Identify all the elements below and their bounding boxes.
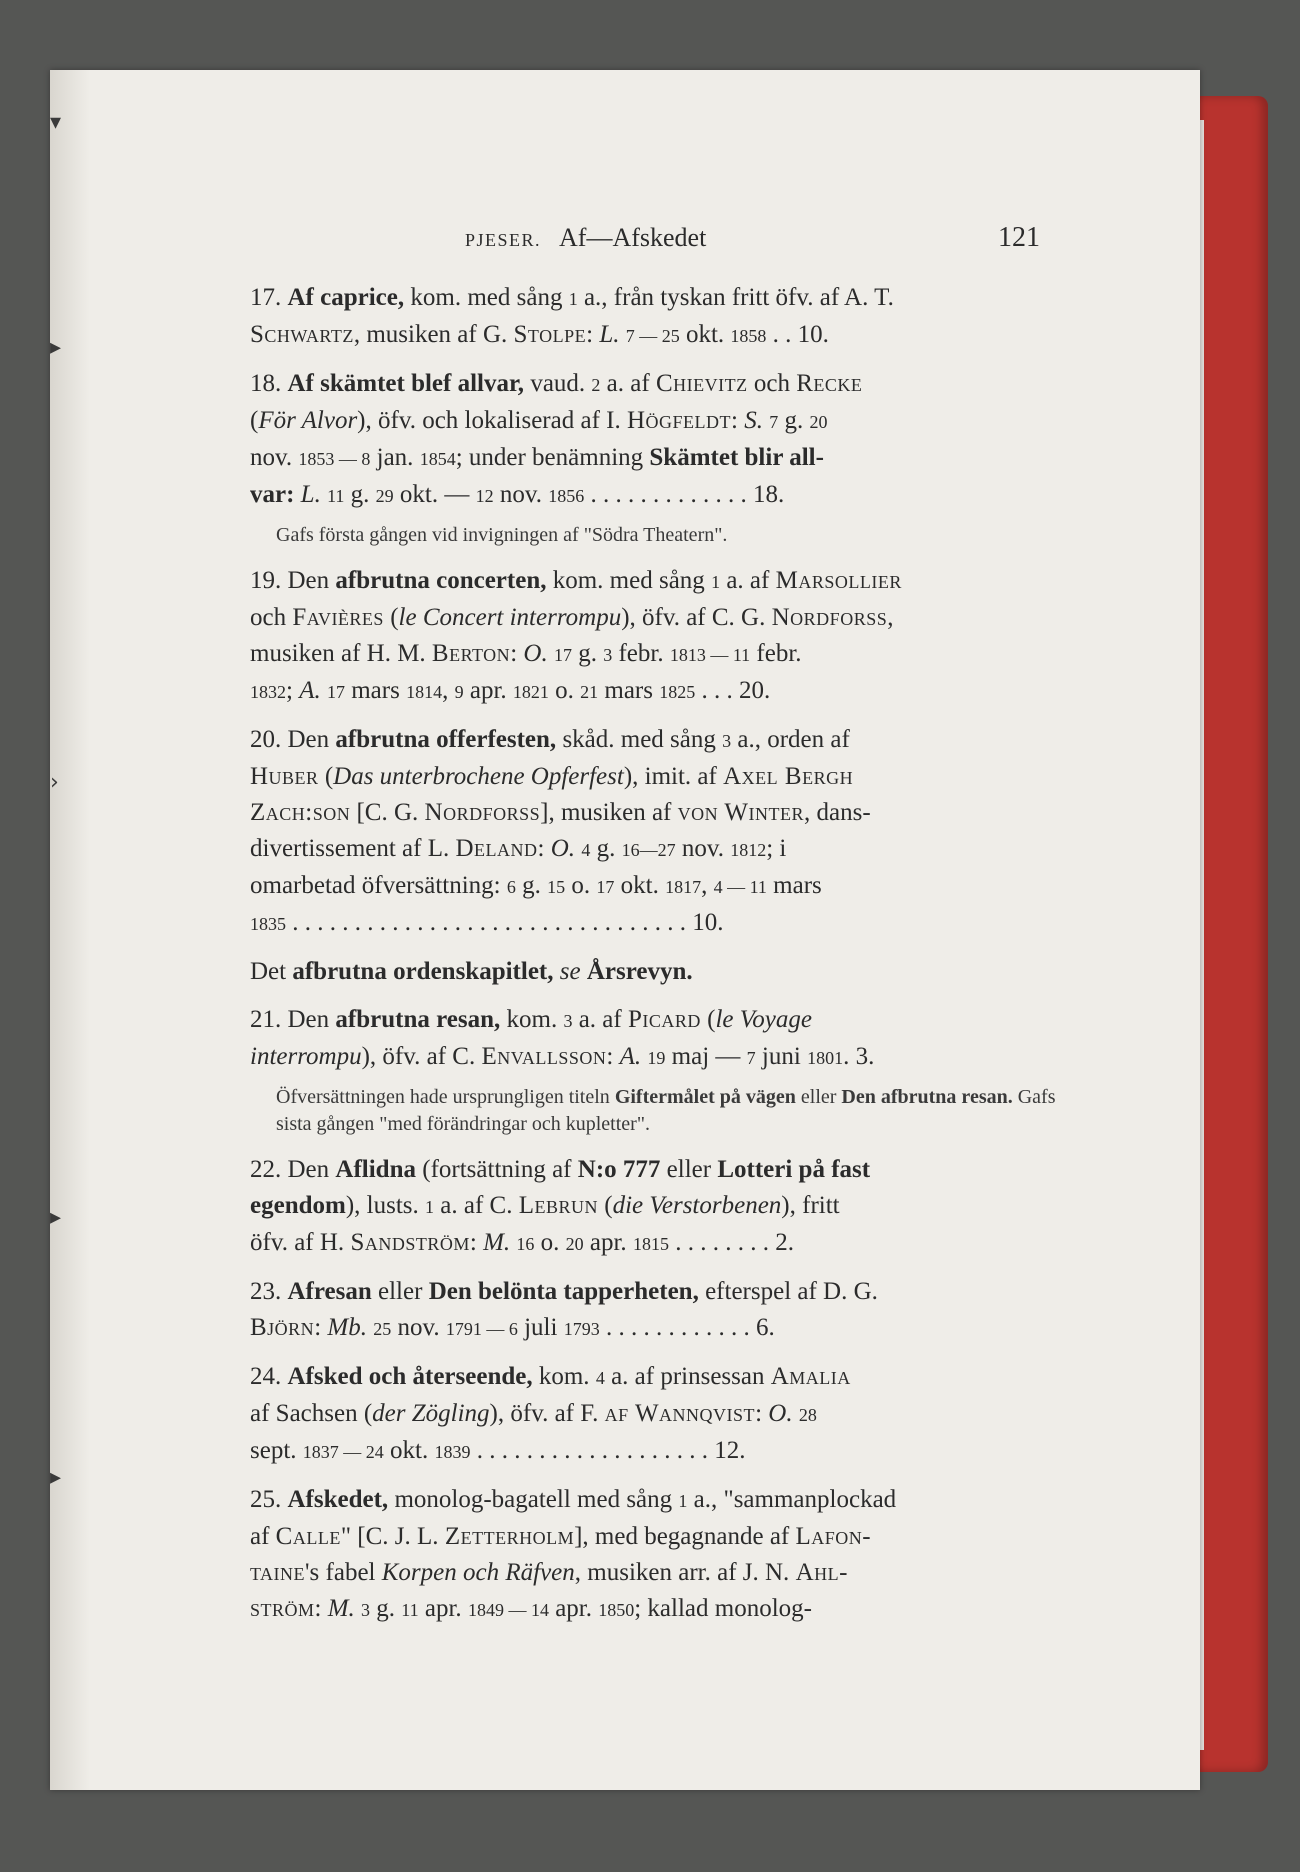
text-run: 1856 bbox=[548, 486, 585, 506]
text-run: Högfeldt bbox=[626, 407, 732, 434]
text-run: Af caprice, bbox=[287, 284, 405, 311]
entry-line bbox=[250, 600, 1070, 636]
entry-line bbox=[250, 317, 1070, 354]
text-run: 1813 — 11 bbox=[669, 645, 751, 665]
text-run: Öfversättningen hade ursprungligen titeln bbox=[276, 1086, 615, 1108]
text-run: Björn bbox=[250, 1314, 315, 1341]
text-run: 3 bbox=[563, 1011, 573, 1031]
text-run: : bbox=[606, 1043, 620, 1070]
text-run: a. af bbox=[720, 567, 776, 594]
text-run: se bbox=[559, 958, 581, 985]
text-run: 17 bbox=[596, 877, 615, 897]
text-run: 1815 bbox=[632, 1234, 669, 1254]
text-run: g. bbox=[590, 835, 622, 862]
text-run: ( bbox=[250, 407, 259, 434]
text-run: afbrutna offerfesten, bbox=[335, 726, 557, 753]
text-run: g. bbox=[571, 640, 604, 667]
text-run: 1837 — 24 bbox=[302, 1442, 384, 1462]
text-run: 12 bbox=[475, 486, 494, 506]
text-run: 24. bbox=[250, 1363, 288, 1390]
text-run: O. bbox=[523, 640, 548, 667]
text-run: : bbox=[586, 321, 600, 348]
text-run: Calle bbox=[275, 1523, 341, 1550]
margin-mark: ▸ bbox=[50, 1205, 62, 1230]
text-run: 17. bbox=[250, 284, 288, 311]
entry-line bbox=[250, 1002, 1070, 1039]
text-run: interrompu bbox=[250, 1043, 362, 1070]
text-run: a., orden af bbox=[731, 726, 850, 753]
text-run: Afsked och återseende, bbox=[287, 1363, 533, 1390]
text-run: Picard bbox=[627, 1006, 701, 1033]
text-run: af Wannqvist bbox=[604, 1400, 756, 1427]
text-run: a. af bbox=[600, 370, 656, 397]
text-run: Huber bbox=[250, 763, 319, 790]
text-run: Nordforss bbox=[771, 604, 888, 631]
text-run: 6 bbox=[506, 877, 516, 897]
text-run: der Zögling bbox=[372, 1400, 490, 1427]
text-run: 20 bbox=[809, 412, 828, 432]
text-run: g. bbox=[515, 872, 548, 899]
text-run: eller bbox=[371, 1278, 429, 1305]
text-run: ( bbox=[383, 604, 399, 631]
text-run: Lebrun bbox=[518, 1192, 598, 1219]
text-run: L. bbox=[599, 321, 620, 348]
entry-line bbox=[250, 1396, 1070, 1433]
text-run: : bbox=[755, 1400, 769, 1427]
running-header bbox=[250, 222, 1070, 266]
text-run: Deland bbox=[455, 835, 538, 862]
text-run: a. af bbox=[572, 1006, 628, 1033]
text-run: Chievitz bbox=[655, 370, 748, 397]
text-run: 4 — 11 bbox=[713, 877, 767, 897]
text-run: . . . 20. bbox=[695, 677, 771, 704]
text-run: 16 bbox=[516, 1234, 535, 1254]
text-run: 1832 bbox=[250, 682, 286, 702]
text-run: : bbox=[731, 407, 745, 434]
text-run: Ahl- bbox=[795, 1559, 848, 1586]
text-run: a., från tyskan fritt öfv. af A. T. bbox=[577, 284, 894, 311]
entry-line bbox=[250, 366, 1070, 403]
text-run: musiken af H. M. bbox=[250, 640, 432, 667]
text-run: 1821 bbox=[512, 682, 549, 702]
text-run: : bbox=[469, 1229, 484, 1256]
text-run: A. bbox=[619, 1043, 642, 1070]
entry-line bbox=[250, 868, 1070, 905]
text-run: N:o 777 bbox=[577, 1156, 661, 1183]
entry-line bbox=[250, 1152, 1070, 1188]
text-run: 25 bbox=[373, 1319, 392, 1339]
text-run: 15 bbox=[547, 877, 566, 897]
text-run: le Concert interrompu bbox=[398, 604, 622, 631]
entry-line bbox=[250, 403, 1070, 440]
text-run: Den afbrutna resan. bbox=[841, 1086, 1013, 1108]
text-run: skåd. med sång bbox=[556, 726, 723, 753]
catalog-entry bbox=[250, 366, 1070, 514]
text-run: ), öfv. af C. bbox=[361, 1043, 482, 1070]
text-run: apr. bbox=[418, 1595, 468, 1622]
text-run: juni bbox=[755, 1043, 808, 1070]
text-run: Korpen och Räfven bbox=[381, 1559, 575, 1586]
text-run: mars bbox=[598, 677, 660, 704]
entry-note: Gafs första gången vid invigningen af "Södra Theatern". bbox=[276, 524, 728, 546]
text-run: 11 bbox=[401, 1600, 419, 1620]
entry-line bbox=[250, 673, 1070, 710]
text-run: 29 bbox=[375, 486, 394, 506]
text-run: 1858 bbox=[730, 326, 767, 346]
text-run: . . . . . . . . . . . . . . . . . . . 12. bbox=[470, 1437, 746, 1464]
text-run: " [C. J. L. bbox=[340, 1523, 445, 1550]
text-run: afbrutna resan, bbox=[335, 1006, 501, 1033]
text-run: Das unterbrochene Opferfest bbox=[333, 763, 624, 790]
text-run: sept. bbox=[250, 1437, 303, 1464]
entry-line bbox=[250, 563, 1070, 600]
text-run: 25. bbox=[250, 1486, 288, 1513]
text-run: mars bbox=[344, 677, 407, 704]
text-run: okt. bbox=[679, 321, 731, 348]
text-run: kom. bbox=[532, 1363, 596, 1390]
entry-line bbox=[250, 280, 1070, 317]
text-run: . . 10. bbox=[766, 321, 829, 348]
entry-line bbox=[250, 759, 1070, 795]
catalog-entry bbox=[250, 1482, 1070, 1628]
text-run: 1 bbox=[568, 289, 578, 309]
text-run: . 3. bbox=[843, 1043, 875, 1070]
entry-line bbox=[250, 1591, 1070, 1628]
text-run: , bbox=[887, 604, 894, 631]
text-run: 19. Den bbox=[250, 567, 336, 594]
text-run: A. bbox=[299, 677, 321, 704]
margin-mark: ▾ bbox=[50, 110, 62, 135]
text-run: 1 bbox=[425, 1197, 435, 1217]
text-run: ; bbox=[286, 677, 300, 704]
margin-mark: ▸ bbox=[50, 335, 62, 360]
text-run: , musiken af G. bbox=[353, 321, 514, 348]
text-run: febr. bbox=[612, 640, 670, 667]
text-run: ; under benämning bbox=[455, 444, 650, 471]
text-run: : bbox=[314, 1595, 328, 1622]
text-run: , dans- bbox=[804, 799, 871, 826]
text-run: , bbox=[701, 872, 714, 899]
text-run: afbrutna ordenskapitlet, bbox=[292, 958, 554, 985]
text-run: ( bbox=[700, 1006, 716, 1033]
entry-note bbox=[276, 1084, 1070, 1138]
book-page bbox=[50, 70, 1200, 1790]
text-run: Lotteri på fast bbox=[717, 1156, 871, 1183]
text-run: 20. Den bbox=[250, 726, 336, 753]
text-run: 18. bbox=[250, 370, 288, 397]
text-run: . . . . . . . . . . . . 6. bbox=[599, 1314, 775, 1341]
entry-line bbox=[250, 905, 1070, 942]
text-run: 20 bbox=[565, 1234, 584, 1254]
entry-line bbox=[250, 1482, 1070, 1519]
entry-line bbox=[250, 1519, 1070, 1555]
text-run: : bbox=[537, 835, 551, 862]
catalog-entry bbox=[250, 954, 1070, 990]
text-run: . . . . . . . . 2. bbox=[668, 1229, 794, 1256]
text-run: vaud. bbox=[524, 370, 592, 397]
entry-line bbox=[250, 477, 1070, 514]
text-run: Sandström bbox=[350, 1229, 470, 1256]
text-run: 2 bbox=[591, 375, 601, 395]
text-run: Favières bbox=[292, 604, 384, 631]
text-run: O. bbox=[550, 835, 576, 862]
text-run: eller bbox=[660, 1156, 718, 1183]
text-run: och bbox=[250, 604, 293, 631]
text-run: apr. bbox=[583, 1229, 633, 1256]
text-run: divertissement af L. bbox=[250, 835, 456, 862]
text-run: Envallsson bbox=[481, 1043, 607, 1070]
text-run: 21. Den bbox=[250, 1006, 336, 1033]
text-run: nov. bbox=[391, 1314, 446, 1341]
text-run: af Sachsen ( bbox=[250, 1400, 373, 1427]
text-run: 1849 — 14 bbox=[467, 1600, 549, 1620]
text-run: ( bbox=[318, 763, 334, 790]
text-run: le Voyage bbox=[715, 1006, 812, 1033]
text-run: 11 bbox=[327, 486, 345, 506]
text-run: egendom bbox=[250, 1192, 346, 1219]
text-run: afbrutna concerten, bbox=[335, 567, 547, 594]
text-run: g. bbox=[778, 407, 810, 434]
text-run: febr. bbox=[750, 640, 802, 667]
text-run: (fortsättning af bbox=[416, 1156, 578, 1183]
text-run: Recke bbox=[796, 370, 863, 397]
entry-line bbox=[250, 440, 1070, 477]
text-run: . . . . . . . . . . . . . 18. bbox=[584, 481, 785, 508]
text-run: och bbox=[747, 370, 797, 397]
text-run: a. af prinsessan bbox=[604, 1363, 771, 1390]
text-run: Gafs sista gången "med förändringar och kupletter". bbox=[276, 1086, 1056, 1135]
text-run: Zach:son bbox=[250, 799, 351, 826]
text-run: 3 bbox=[722, 731, 732, 751]
text-run: kom. med sång bbox=[546, 567, 712, 594]
text-run: o. bbox=[565, 872, 597, 899]
catalog-entry bbox=[250, 1359, 1070, 1470]
text-run: 1801 bbox=[807, 1048, 844, 1068]
text-run: ), fritt bbox=[781, 1192, 840, 1219]
text-run: omarbetad öfversättning: bbox=[250, 872, 507, 899]
text-run: 21 bbox=[580, 682, 599, 702]
entry-line bbox=[250, 636, 1070, 673]
text-run: 1825 bbox=[659, 682, 696, 702]
text-run: 1839 bbox=[434, 1442, 471, 1462]
text-run: kom. bbox=[500, 1006, 564, 1033]
text-run: Af skämtet blef allvar, bbox=[287, 370, 525, 397]
text-run: ], musiken af bbox=[540, 799, 678, 826]
header-title: Af—Afskedet bbox=[559, 223, 707, 252]
margin-mark: ▸ bbox=[50, 1465, 62, 1490]
text-run: Marsollier bbox=[775, 567, 902, 594]
text-run: : bbox=[314, 1314, 328, 1341]
text-run: öfv. af H. bbox=[250, 1229, 351, 1256]
text-run: ; kallad monolog- bbox=[634, 1595, 812, 1622]
text-run: ), imit. af bbox=[623, 763, 724, 790]
text-run: juli bbox=[517, 1314, 564, 1341]
text-run: 1814 bbox=[406, 682, 443, 702]
text-run: taine bbox=[250, 1559, 306, 1586]
text-run: 1817 bbox=[665, 877, 702, 897]
text-run: Mb. bbox=[327, 1314, 367, 1341]
text-run: 28 bbox=[798, 1405, 817, 1425]
catalog-entry bbox=[250, 280, 1070, 354]
text-run: Afresan bbox=[287, 1278, 372, 1305]
entry-list bbox=[250, 280, 1070, 1628]
entry-line bbox=[250, 1555, 1070, 1591]
text-run: 9 bbox=[454, 682, 464, 702]
text-run: Berton bbox=[431, 640, 511, 667]
catalog-entry bbox=[250, 1274, 1070, 1347]
text-run: maj — bbox=[665, 1043, 747, 1070]
text-run: okt. bbox=[614, 872, 666, 899]
text-run: Stolpe bbox=[513, 321, 587, 348]
text-run: Skämtet blir all- bbox=[649, 444, 824, 471]
text-run: a. af C. bbox=[434, 1192, 519, 1219]
entry-line bbox=[250, 1433, 1070, 1470]
text-run: Schwartz bbox=[250, 321, 354, 348]
entry-line bbox=[250, 1188, 1070, 1225]
text-run: monolog-bagatell med sång bbox=[388, 1486, 679, 1513]
text-run: af bbox=[250, 1523, 276, 1550]
entry-line bbox=[250, 1310, 1070, 1347]
page-gutter bbox=[50, 70, 90, 1790]
text-run: 4 bbox=[595, 1368, 605, 1388]
page-number: 121 bbox=[998, 222, 1040, 253]
text-run: ), öfv. och lokaliserad af I. bbox=[357, 407, 627, 434]
text-run: M. bbox=[327, 1595, 355, 1622]
entry-line bbox=[250, 722, 1070, 759]
text-run: eller bbox=[795, 1086, 842, 1108]
text-run: 1850 bbox=[598, 1600, 635, 1620]
text-run: 19 bbox=[647, 1048, 666, 1068]
text-run: 7 — 25 bbox=[625, 326, 680, 346]
entry-line bbox=[250, 1039, 1070, 1076]
text-run: ), lusts. bbox=[345, 1192, 426, 1219]
text-run: M. bbox=[483, 1229, 511, 1256]
text-run: 7 bbox=[769, 412, 779, 432]
text-run: 1854 bbox=[419, 449, 456, 469]
text-run: Zetterholm bbox=[444, 1523, 575, 1550]
text-run: [C. G. bbox=[350, 799, 425, 826]
text-run: Axel Bergh bbox=[723, 763, 854, 790]
entry-line bbox=[250, 1274, 1070, 1310]
text-run: Giftermålet på vägen bbox=[614, 1086, 796, 1108]
text-run: L. bbox=[300, 481, 321, 508]
text-run: S. bbox=[744, 407, 763, 434]
text-run: Årsrevyn. bbox=[586, 958, 693, 985]
text-run: Afskedet, bbox=[287, 1486, 389, 1513]
catalog-entry bbox=[250, 722, 1070, 942]
text-run: var: bbox=[250, 481, 295, 508]
text-run: För Alvor bbox=[258, 407, 358, 434]
text-run: 22. Den bbox=[250, 1156, 336, 1183]
text-run: ( bbox=[598, 1192, 613, 1219]
text-run: 16—27 bbox=[621, 840, 676, 860]
text-run: Det bbox=[250, 958, 293, 985]
text-run: 17 bbox=[553, 645, 572, 665]
text-run: kom. med sång bbox=[404, 284, 569, 311]
margin-mark: › bbox=[50, 770, 59, 795]
text-run: , musiken arr. af J. N. bbox=[574, 1559, 796, 1586]
adjacent-red-book bbox=[1196, 96, 1268, 1772]
text-run: Nordforss bbox=[424, 799, 541, 826]
text-run: g. bbox=[344, 481, 376, 508]
text-run: 7 bbox=[746, 1048, 756, 1068]
text-run: von Winter bbox=[677, 799, 805, 826]
entry-line bbox=[250, 954, 1070, 990]
text-run: o. bbox=[548, 677, 581, 704]
text-run: 3 bbox=[603, 645, 613, 665]
text-run: 3 bbox=[361, 1600, 371, 1620]
section-label: PJESER. bbox=[465, 230, 542, 250]
text-run: ), öfv. af C. G. bbox=[621, 604, 772, 631]
entry-line bbox=[250, 1225, 1070, 1262]
text-run: Den belönta tapperheten, bbox=[428, 1278, 699, 1305]
text-run: , bbox=[442, 677, 455, 704]
text-run: : bbox=[510, 640, 524, 667]
text-run: 23. bbox=[250, 1278, 288, 1305]
text-run: nov. bbox=[250, 444, 299, 471]
text-run: efterspel af D. G. bbox=[698, 1278, 878, 1305]
text-run: ; i bbox=[766, 835, 787, 862]
entry-line bbox=[250, 1359, 1070, 1396]
text-run: Lafon- bbox=[795, 1523, 872, 1550]
text-run: jan. bbox=[370, 444, 420, 471]
text-run: ström bbox=[250, 1595, 315, 1622]
text-run: nov. bbox=[493, 481, 549, 508]
catalog-entry bbox=[250, 1152, 1070, 1262]
text-run: Aflidna bbox=[335, 1156, 416, 1183]
text-run: 1812 bbox=[730, 840, 767, 860]
page-content bbox=[250, 222, 1070, 1640]
text-run: 1791 — 6 bbox=[445, 1319, 518, 1339]
text-run: ], med begagnande af bbox=[574, 1523, 796, 1550]
text-run: . . . . . . . . . . . . . . . . . . . . . . . . . . . . . . . . 10. bbox=[286, 909, 724, 936]
text-run: nov. bbox=[675, 835, 731, 862]
text-run: mars bbox=[766, 872, 822, 899]
text-run: 17 bbox=[326, 682, 345, 702]
text-run: apr. bbox=[548, 1595, 599, 1622]
text-run: apr. bbox=[463, 677, 513, 704]
text-run: 1853 — 8 bbox=[298, 449, 371, 469]
text-run: ), öfv. af F. bbox=[489, 1400, 605, 1427]
text-run: o. bbox=[534, 1229, 566, 1256]
text-run: 1835 bbox=[250, 914, 286, 934]
catalog-entry bbox=[250, 1002, 1070, 1076]
text-run: a., "sammanplockad bbox=[687, 1486, 897, 1513]
text-run: 1 bbox=[678, 1491, 688, 1511]
text-run: okt. — bbox=[393, 481, 476, 508]
entry-line bbox=[250, 831, 1070, 868]
text-run: okt. bbox=[383, 1437, 435, 1464]
text-run: 1793 bbox=[563, 1319, 600, 1339]
text-run: 's fabel bbox=[305, 1559, 382, 1586]
text-run: die Verstorbenen bbox=[612, 1192, 782, 1219]
entry-line bbox=[250, 795, 1070, 831]
text-run: 1 bbox=[711, 572, 721, 592]
text-run: Amalia bbox=[770, 1363, 851, 1390]
text-run: 4 bbox=[581, 840, 591, 860]
text-run: O. bbox=[768, 1400, 793, 1427]
catalog-entry bbox=[250, 563, 1070, 710]
text-run: g. bbox=[370, 1595, 402, 1622]
